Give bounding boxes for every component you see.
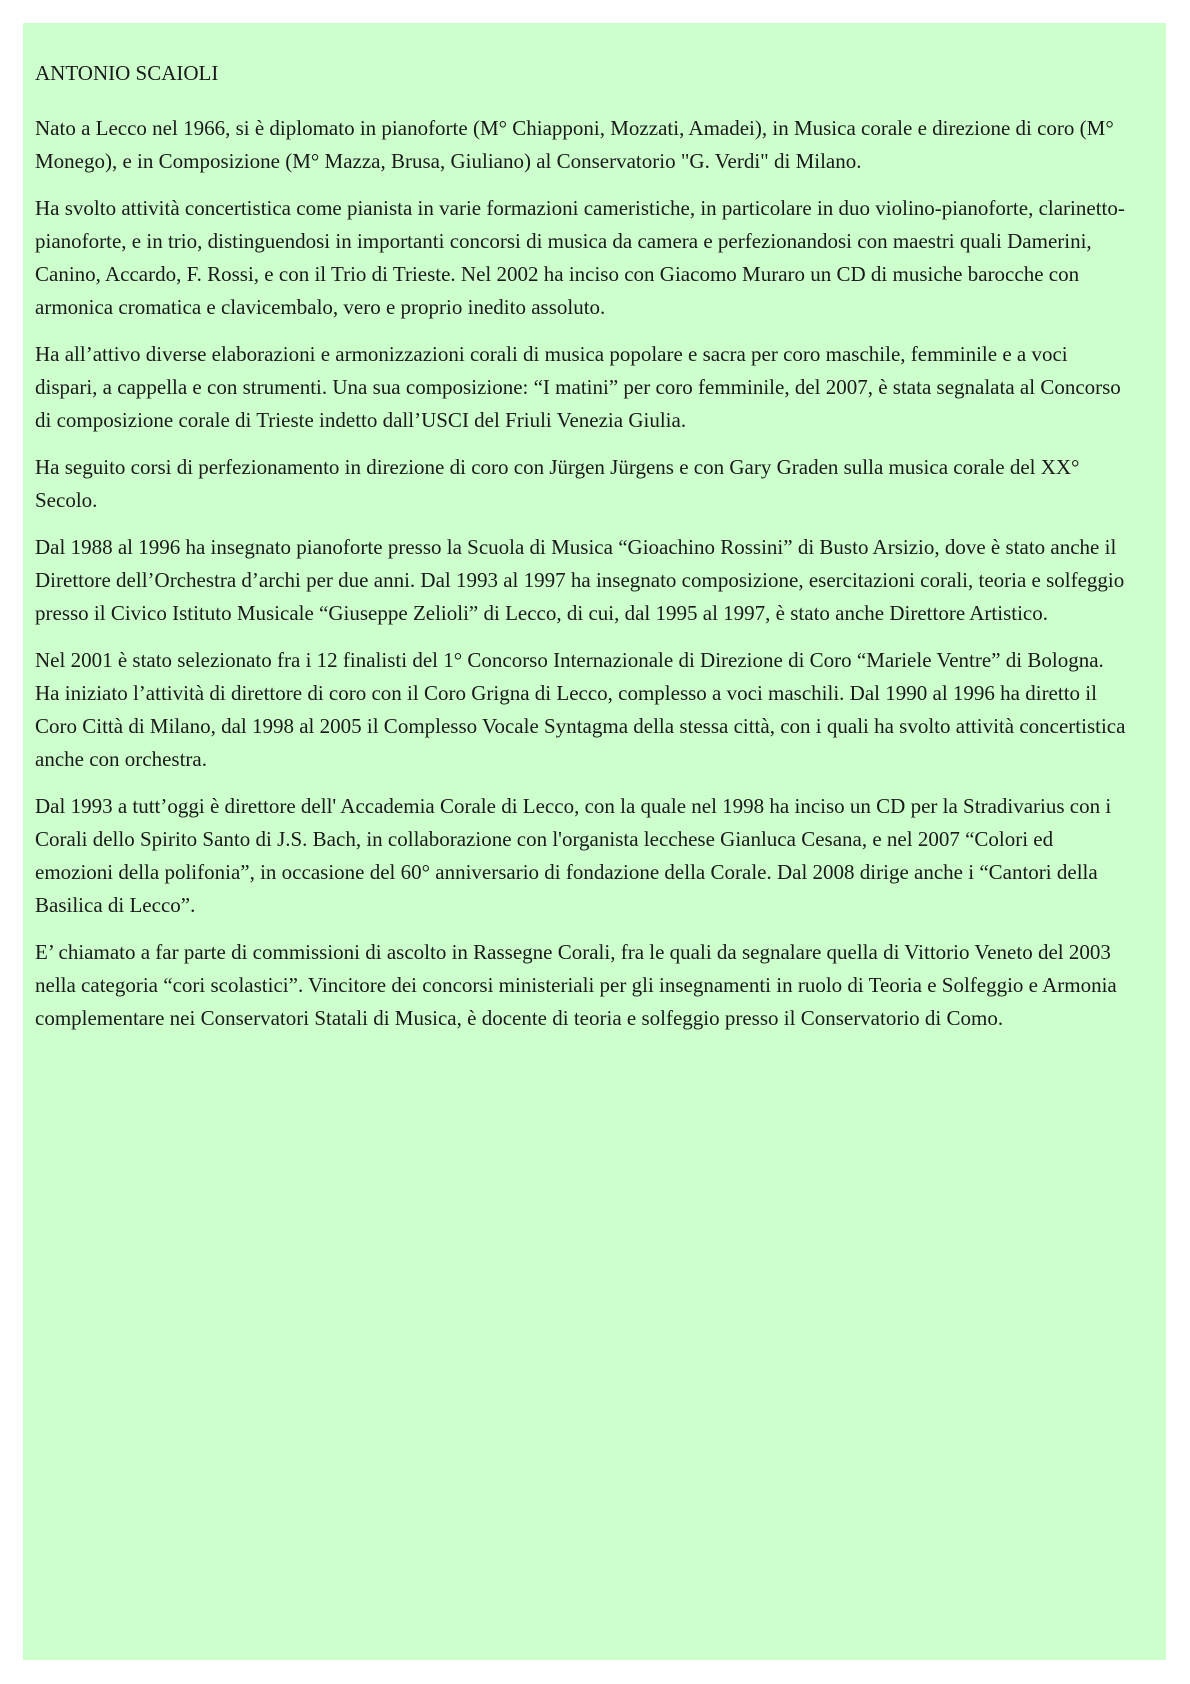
bio-paragraph-teaching: Dal 1988 al 1996 ha insegnato pianoforte presso la Scuola di Musica “Gioachino Rossini” di Busto Arsizio, dove è stato anche il Direttore dell’Orchestra d’archi per due anni. Dal 1993 al 1997 ha insegnato composizione, esercitazioni corali, teoria e solfeggio presso il Civico Istituto Musicale “Giuseppe Zelioli” di Lecco, di cui, dal 1995 al 1997, è stato anche Direttore Artistico. <box>35 535 1125 626</box>
page-title: ANTONIO SCAIOLI <box>35 61 219 85</box>
document-page <box>23 23 1166 1660</box>
bio-paragraph-choir-direction: Nel 2001 è stato selezionato fra i 12 finalisti del 1° Concorso Internazionale di Direzione di Coro “Mariele Ventre” di Bologna. Ha iniziato l’attività di direttore di coro con il Coro Grigna di Lecco, complesso a voci maschili. Dal 1990 al 1996 ha diretto il Coro Città di Milano, dal 1998 al 2005 il Complesso Vocale Syntagma della stessa città, con i quali ha svolto attività concertistica anche con orchestra. <box>35 648 1126 772</box>
bio-paragraph-education: Nato a Lecco nel 1966, si è diplomato in pianoforte (M° Chiapponi, Mozzati, Amadei), in Musica corale e direzione di coro (M° Monego), e in Composizione (M° Mazza, Brusa, Giuliano) al Conservatorio "G. Verdi" di Milano. <box>35 116 1114 174</box>
bio-paragraph-concerts: Ha svolto attività concertistica come pianista in varie formazioni cameristiche, in particolare in duo violino-pianoforte, clarinetto-pianoforte, e in trio, distinguendosi in importanti concorsi di musica da camera e perfezionandosi con maestri quali Damerini, Canino, Accardo, F. Rossi, e con il Trio di Trieste. Nel 2002 ha inciso con Giacomo Muraro un CD di musiche barocche con armonica cromatica e clavicembalo, vero e proprio inedito assoluto. <box>35 196 1125 320</box>
bio-paragraph-accademia: Dal 1993 a tutt’oggi è direttore dell' Accademia Corale di Lecco, con la quale nel 1998 ha inciso un CD per la Stradivarius con i Corali dello Spirito Santo di J.S. Bach, in collaborazione con l'organista lecchese Gianluca Cesana, e nel 2007 “Colori ed emozioni della polifonia”, in occasione del 60° anniversario di fondazione della Corale. Dal 2008 dirige anche i “Cantori della Basilica di Lecco”. <box>35 794 1112 918</box>
bio-paragraph-courses: Ha seguito corsi di perfezionamento in direzione di coro con Jürgen Jürgens e con Gary Graden sulla musica corale del XX° Secolo. <box>35 455 1080 513</box>
bio-paragraph-commissions: E’ chiamato a far parte di commissioni di ascolto in Rassegne Corali, fra le quali da segnalare quella di Vittorio Veneto del 2003 nella categoria “cori scolastici”. Vincitore dei concorsi ministeriali per gli insegnamenti in ruolo di Teoria e Solfeggio e Armonia complementare nei Conservatori Statali di Musica, è docente di teoria e solfeggio presso il Conservatorio di Como. <box>35 940 1117 1031</box>
bio-paragraph-compositions: Ha all’attivo diverse elaborazioni e armonizzazioni corali di musica popolare e sacra per coro maschile, femminile e a voci dispari, a cappella e con strumenti. Una sua composizione: “I matini” per coro femminile, del 2007, è stata segnalata al Concorso di composizione corale di Trieste indetto dall’USCI del Friuli Venezia Giulia. <box>35 342 1121 433</box>
